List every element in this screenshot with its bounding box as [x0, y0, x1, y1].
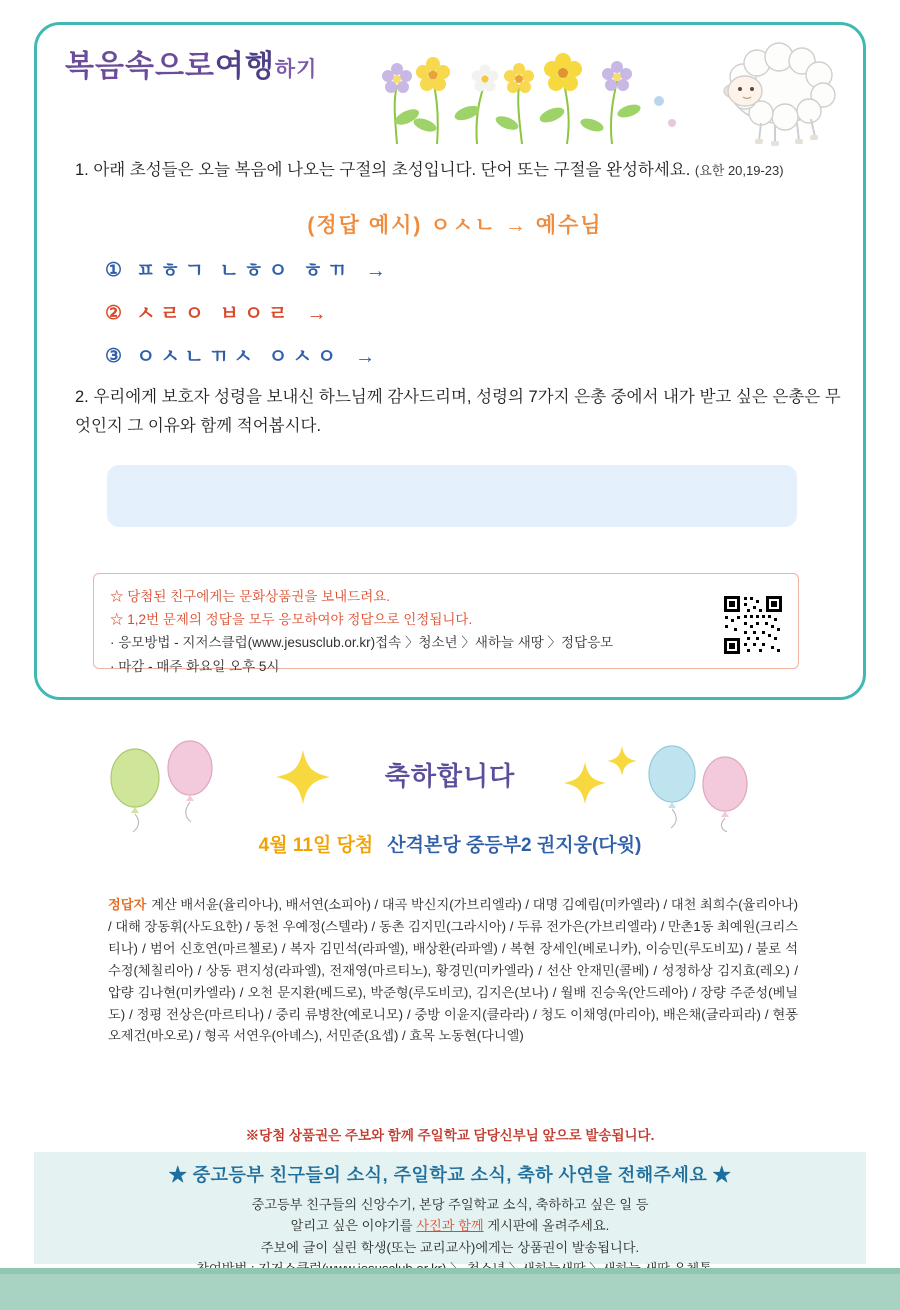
invitation-line-2	[34, 1215, 866, 1236]
answer-winners-list	[108, 894, 798, 1047]
invitation-line-1: 중고등부 친구들의 신앙수기, 본당 주일학교 소식, 축하하고 싶은 일 등	[251, 1197, 649, 1212]
winner-date: 4월 11일 당첨	[258, 835, 374, 856]
notice-box	[93, 573, 799, 674]
qr-code-icon[interactable]	[722, 594, 784, 656]
shipping-note: ※당첨 상품권은 주보와 함께 주일학교 담당신부님 앞으로 발송됩니다.	[245, 1128, 655, 1143]
footer-band	[0, 1268, 900, 1310]
initials-row-1	[105, 255, 386, 287]
question-1-text: 1. 아래 초성들은 오늘 복음에 나오는 구절의 초성입니다. 단어 또는 구절을 완성하세요.	[75, 161, 691, 179]
notice-line-3: · 응모방법 - 지저스클럽(www.jesusclub.or.kr)접속 〉청소년 〉새하늘 새땅 〉정답응모	[110, 635, 614, 651]
invitation-box	[34, 1152, 866, 1264]
winner-name: 산격본당 중등부2 권지웅(다윗)	[387, 835, 642, 856]
initials-number-2: ②	[105, 302, 123, 324]
title-sub2: 하기	[274, 57, 318, 81]
initials-text-2: ㅅㄹㅇ ㅂㅇㄹ	[136, 303, 293, 325]
initials-number-1: ①	[105, 259, 123, 281]
initials-number-3: ③	[105, 345, 123, 367]
question-1-reference: (요한 20,19-23)	[694, 163, 784, 178]
answer-winners-label: 정답자	[108, 897, 147, 912]
flowers-illustration	[367, 39, 697, 149]
initials-row-3	[105, 341, 386, 373]
notice-line-4: · 마감 - 매주 화요일 오후 5시	[110, 658, 280, 674]
sheep-illustration	[697, 37, 847, 152]
winner-line	[0, 830, 900, 857]
page-title	[65, 41, 317, 85]
initials-arrow-1: →	[365, 260, 386, 282]
initials-text-1: ㅍㅎㄱ ㄴㅎㅇ ㅎㄲ	[136, 260, 352, 282]
invitation-line-2-highlight: 사진과 함께	[416, 1218, 484, 1234]
invitation-line-3: 주보에 글이 실린 학생(또는 교리교사)에게는 상품권이 발송됩니다.	[260, 1239, 640, 1255]
answer-example: (정답 예시) ㅇㅅㄴ → 예수님	[307, 214, 603, 237]
initials-arrow-3: →	[355, 346, 376, 368]
notice-line-2: ☆ 1,2번 문제의 정답을 모두 응모하여야 정답으로 인정됩니다.	[110, 612, 473, 628]
initials-list	[105, 255, 386, 384]
invitation-line-2-post: 게시판에 올려주세요.	[483, 1218, 610, 1234]
question-2	[75, 383, 845, 441]
invitation-body	[34, 1194, 866, 1280]
invitation-line-2-pre: 알리고 싶은 이야기를	[290, 1218, 417, 1234]
question-1	[75, 157, 835, 368]
initials-text-3: ㅇㅅㄴㄲㅅ ㅇㅅㅇ	[136, 346, 342, 368]
worksheet-card	[34, 22, 866, 700]
answer-winners-names: 계산 배서윤(율리아나), 배서연(소피아) / 대곡 박신지(가브리엘라) / 대명 김예림(미카엘라) / 대천 최희수(율리아나) / 대해 장동휘(사도요한) / 동천 우예정(스텔라) / 동촌 김지민(그라시아) / 두류 전가은(가브리엘라) / 만촌1동 최예원(크리스티나) / 범어 신호연(마르첼로) / 복자 김민석(라파엘), 배상환(라파엘) / 복현 장세인(베로니카), 이승민(루도비꼬) / 불로 석수정(체칠리아) / 상동 편지성(라파엘), 전재영(마르티노), 황경민(미카엘라) / 선산 안재민(콜베) / 성정하상 김지효(레오) / 압량 김나현(미카엘라) / 오천 문지환(베드로), 박준형(루도비코), 김지은(보나) / 월배 진승욱(안드레아) / 장량 주준성(베닐도) / 정평 전상은(마르티나) / 중리 류병찬(예로니모) / 중방 이윤지(클라라) / 청도 이채영(마리아), 배은채(글라피라) / 현풍 오제건(바오로) / 형곡 서연우(아녜스), 서민준(요셉) / 효목 노동현(다니엘)	[108, 897, 798, 1044]
title-main: 복음속으로	[65, 49, 215, 84]
congrats-title: 축하합니다	[384, 762, 516, 792]
initials-row-2	[105, 298, 386, 330]
answer-input-box[interactable]	[107, 465, 797, 527]
invitation-title: ★ 중고등부 친구들의 소식, 주일학교 소식, 축하 사연을 전해주세요 ★	[168, 1165, 732, 1185]
question-2-text: 2. 우리에게 보호자 성령을 보내신 하느님께 감사드리며, 성령의 7가지 은총 중에서 내가 받고 싶은 은총은 무엇인지 그 이유와 함께 적어봅시다.	[75, 388, 841, 435]
notice-line-1: ☆ 당첨된 친구에게는 문화상품권을 보내드려요.	[110, 589, 391, 604]
initials-arrow-2: →	[306, 303, 327, 325]
title-sub1: 여행	[214, 49, 275, 84]
